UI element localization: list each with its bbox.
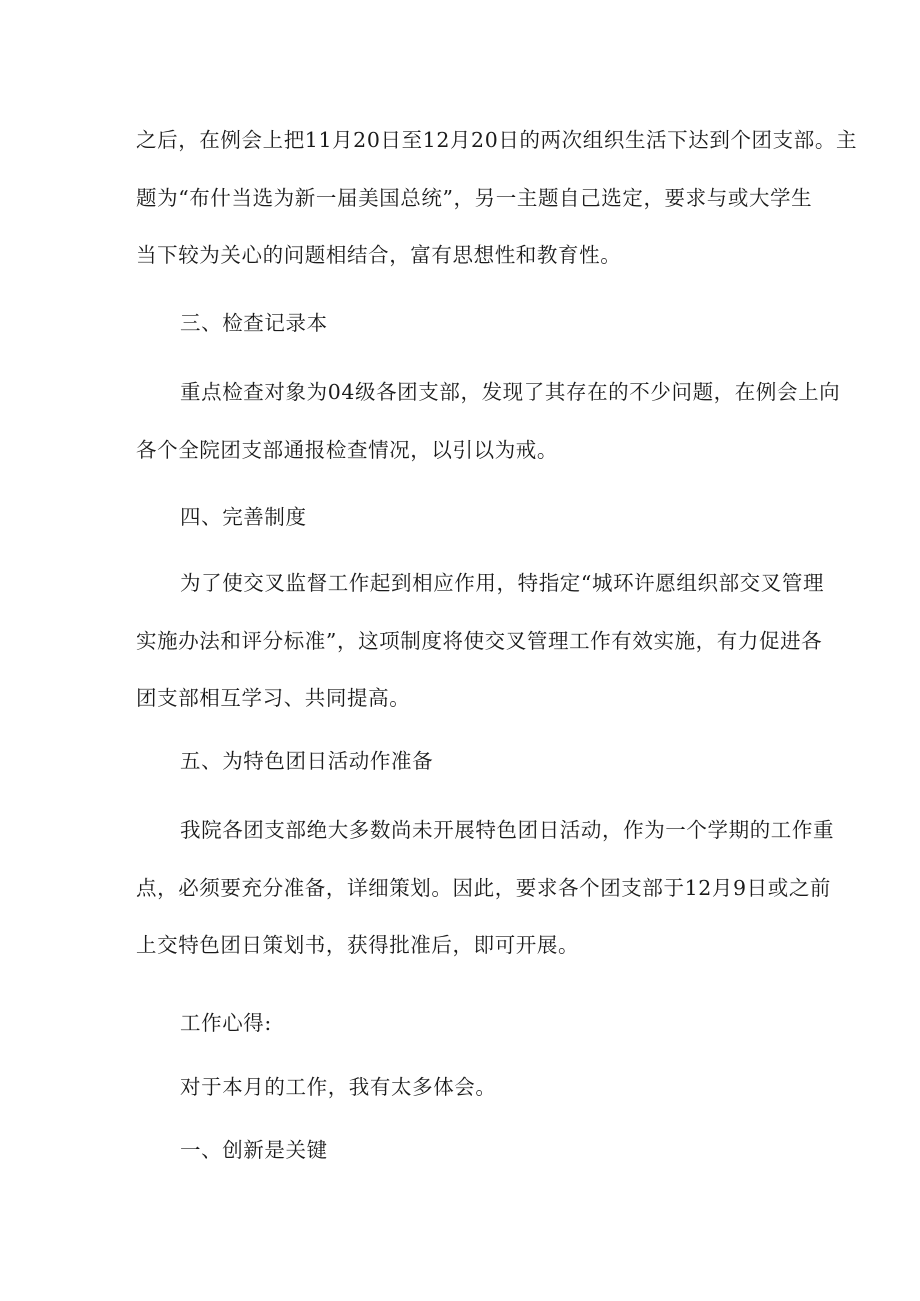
paragraph-check-records	[136, 364, 841, 479]
text-line: 团支部相互学习、共同提高。	[136, 686, 411, 710]
text-monthly-reflection: 对于本月的工作，我有太多体会。	[180, 1075, 497, 1099]
text-line: 之后，在例会上把11月20日至12月20日的两次组织生活下达到个团支部。主	[136, 128, 858, 152]
paragraph-prepare-activity	[136, 802, 835, 975]
text-line: 当下较为关心的问题相结合，富有思想性和教育性。	[136, 243, 622, 267]
heading-innovation-key: 一、创新是关键	[180, 1138, 328, 1162]
heading-check-records: 三、检查记录本	[180, 311, 328, 335]
heading-improve-system: 四、完善制度	[180, 505, 307, 529]
text-line: 点，必须要充分准备，详细策划。因此，要求各个团支部于12月9日或之前	[136, 875, 832, 900]
text-line: 为了使交叉监督工作起到相应作用，特指定“城环许愿组织部交叉管理	[180, 571, 825, 595]
heading-work-experience: 工作心得:	[180, 1011, 272, 1035]
text-line: 各个全院团支部通报检查情况，以引以为戒。	[136, 437, 558, 462]
paragraph-improve-system	[136, 555, 825, 728]
paragraph-organization-life	[136, 112, 858, 285]
text-line: 实施办法和评分标准”，这项制度将使交叉管理工作有效实施，有力促进各	[136, 628, 823, 653]
heading-prepare-activity: 五、为特色团日活动作准备	[180, 749, 434, 773]
text-line: 题为“布什当选为新一届美国总统”，另一主题自己选定，要求与或大学生	[136, 185, 813, 210]
text-line: 我院各团支部绝大多数尚未开展特色团日活动，作为一个学期的工作重	[180, 818, 835, 842]
text-line: 重点检查对象为04级各团支部，发现了其存在的不少问题，在例会上向	[180, 380, 841, 404]
text-line: 上交特色团日策划书，获得批准后，即可开展。	[136, 933, 580, 957]
